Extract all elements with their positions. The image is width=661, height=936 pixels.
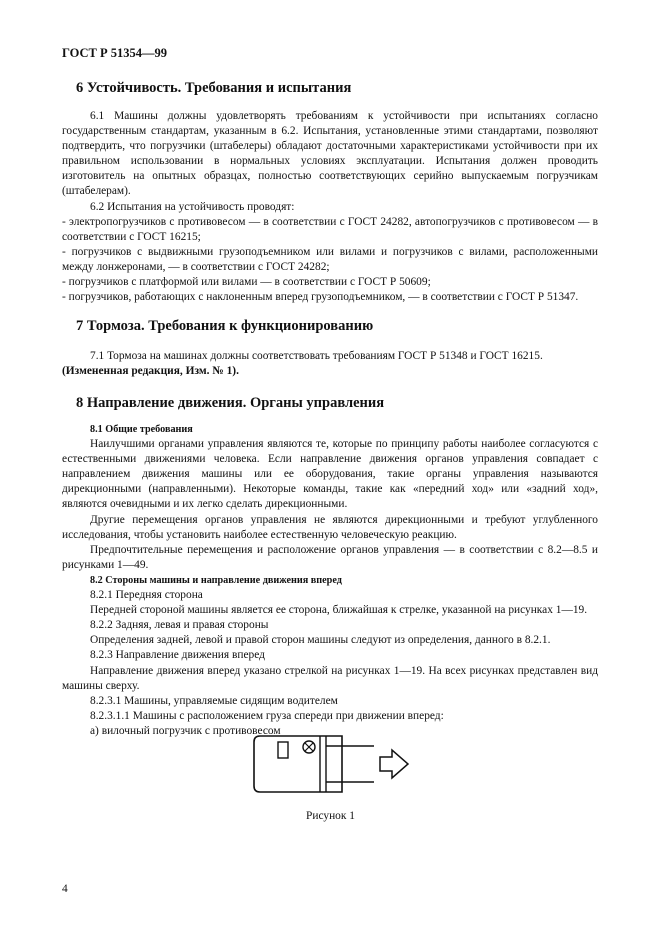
forward-arrow-icon	[380, 750, 408, 778]
paragraph: Передней стороной машины является ее сторона, ближайшая к стрелке, указанной на рисунках 1—19.	[90, 604, 588, 617]
paragraph-7-1: 7.1 Тормоза на машинах должны соответствовать требованиям ГОСТ Р 51348 и ГОСТ 16215.	[90, 350, 543, 362]
clause-heading: 8.2.3.1.1 Машины с расположением груза спереди при движении вперед:	[90, 709, 444, 722]
paragraph: Предпочтительные перемещения и расположение органов управления — в соответствии с 8.2—8.5 и рисунками 1—49.	[62, 543, 598, 571]
section-6-title: 6 Устойчивость. Требования и испытания	[76, 80, 352, 96]
machine-body-outline	[254, 736, 342, 792]
paragraph-6-2: 6.2 Испытания на устойчивость проводят:	[90, 200, 295, 213]
clause-heading: 8.2.2 Задняя, левая и правая стороны	[90, 619, 269, 632]
list-item: - погрузчиков с выдвижными грузоподъемником или вилами и погрузчиков с вилами, расположенными между лонжеронами, — в соответствии с ГОСТ 24282;	[62, 245, 598, 273]
clause-heading: 8.2.3 Направление движения вперед	[90, 649, 265, 662]
amendment-note: (Измененная редакция, Изм. № 1).	[62, 365, 239, 378]
paragraph: Определения задней, левой и правой сторон машины следуют из определения, данного в 8.2.1.	[90, 634, 551, 647]
list-item: - электропогрузчиков с противовесом — в соответствии с ГОСТ 24282, автопогрузчиков с противовесом — в соответствии с ГОСТ 16215;	[62, 215, 598, 243]
paragraph-6-1: 6.1 Машины должны удовлетворять требованиям к устойчивости при испытаниях согласно государственным стандартам, указанным в 6.2. Испытания, установленные этими стандартами, позволяют подтвердить, что погрузчики (штабелеры) обладают достаточными характеристиками устойчивости при их правильном использовании в нормальных условиях эксплуатации. Испытания должен проводить изготовитель на опытных образцах, полностью соответствующих серийно выпускаемым погрузчикам (штабелерам).	[62, 110, 598, 198]
section-8-body	[62, 422, 598, 739]
figure-caption: Рисунок 1	[306, 810, 355, 822]
seat-shape	[278, 742, 288, 758]
section-6-body	[62, 109, 598, 305]
clause-heading: 8.2.1 Передняя сторона	[90, 589, 203, 602]
subsection-8-2-title: 8.2 Стороны машины и направление движения вперед	[90, 574, 342, 586]
section-7-body	[62, 349, 598, 379]
forklift-diagram	[252, 732, 412, 796]
list-item: - погрузчиков с платформой или вилами — в соответствии с ГОСТ Р 50609;	[62, 276, 431, 289]
page-number: 4	[62, 883, 68, 895]
document-header: ГОСТ Р 51354—99	[62, 46, 168, 60]
section-8-title: 8 Направление движения. Органы управления	[76, 395, 385, 411]
paragraph: Наилучшими органами управления являются те, которые по принципу работы наиболее согласуются с естественными движениями человека. Если направление движения органов управления совпадает с направлением движения машины или ее оборудования, такие органы управления называются дирекционными (направленными). Некоторые команды, такие как «передний ход» или «задний ход», являются очевидными и их легко сделать дирекционными.	[62, 438, 598, 511]
list-item: - погрузчиков, работающих с наклоненным вперед грузоподъемником, — в соответствии с ГОСТ Р 51347.	[62, 291, 579, 304]
subsection-8-1-title: 8.1 Общие требования	[90, 424, 193, 435]
paragraph: Направление движения вперед указано стрелкой на рисунках 1—19. На всех рисунках представлен вид машины сверху.	[62, 664, 598, 692]
list-item: а) вилочный погрузчик с противовесом	[90, 724, 281, 737]
clause-heading: 8.2.3.1 Машины, управляемые сидящим водителем	[90, 694, 338, 707]
section-7-title: 7 Тормоза. Требования к функционированию	[76, 318, 374, 334]
paragraph: Другие перемещения органов управления не являются дирекционными и требуют углубленного исследования, чтобы установить наиболее естественную человеческую реакцию.	[62, 513, 598, 541]
